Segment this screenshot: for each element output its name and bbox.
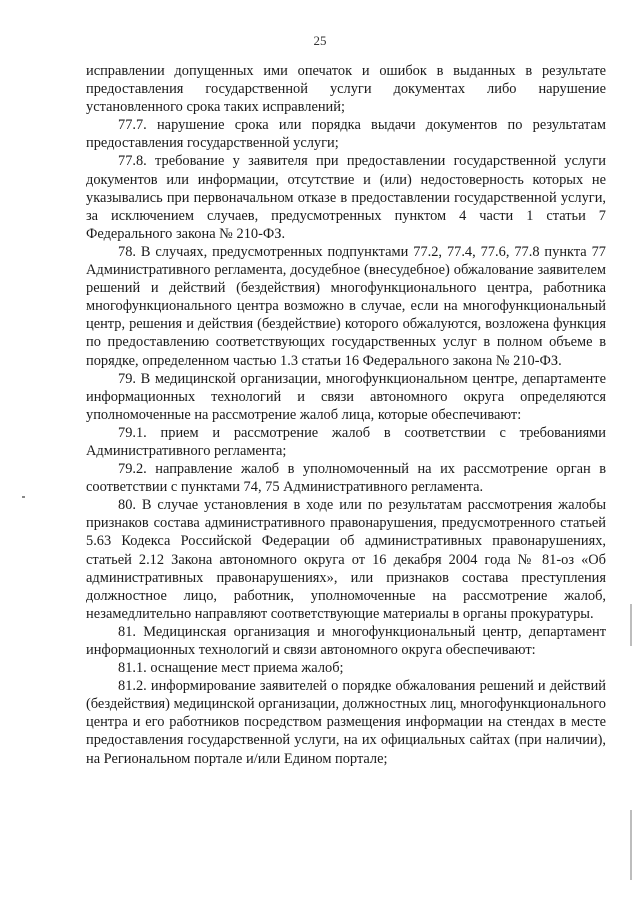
paragraph-81-2: 81.2. информирование заявителей о порядке обжалования решений и действий (бездействия) медицинской организации, должностных лиц, многофункционального центра и его работников посредством размещения информации на стендах в месте предоставления государственной услуги, на их официальных сайтах (при наличии), на Региональном портале и/или Едином портале; bbox=[86, 678, 606, 767]
paragraph-79-1: 79.1. прием и рассмотрение жалоб в соответствии с требованиями Административного регламента; bbox=[86, 424, 606, 459]
page-number: 25 bbox=[313, 33, 327, 48]
paragraph-77-7: 77.7. нарушение срока или порядка выдачи документов по результатам предоставления государственной услуги; bbox=[86, 117, 606, 152]
paragraph-81: 81. Медицинская организация и многофункциональный центр, департамент информационных технологий и связи автономного округа обеспечивают: bbox=[86, 623, 606, 658]
paragraph-77-8: 77.8. требование у заявителя при предоставлении государственной услуги документов или информации, отсутствие и (или) недостоверность которых не указывались при первоначальном отказе в предоставлении государственной услуги, за исключением случаев, предусмотренных пунктом 4 части 1 статьи 7 Федерального закона № 210-ФЗ. bbox=[86, 153, 606, 242]
paragraph-79-2: 79.2. направление жалоб в уполномоченный на их рассмотрение орган в соответствии с пунктами 74, 75 Административного регламента. bbox=[86, 461, 606, 496]
paragraph-continuation: исправлении допущенных ими опечаток и ошибок в выданных в результате предоставления государственной услуги документах либо нарушение установленного срока таких исправлений; bbox=[86, 63, 606, 116]
paragraph-81-1: 81.1. оснащение мест приема жалоб; bbox=[118, 660, 344, 677]
paragraph-79: 79. В медицинской организации, многофункциональном центре, департаменте информационных технологий и связи автономного округа определяются уполномоченные на рассмотрение жалоб лица, которые обеспечивают: bbox=[86, 370, 606, 423]
document-body bbox=[86, 62, 606, 768]
paragraph-80: 80. В случае установления в ходе или по результатам рассмотрения жалобы признаков состава административного правонарушения, предусмотренного статьей 5.63 Кодекса Российской Федерации об административных правонарушениях, статьей 2.12 Закона автономного округа от 16 декабря 2004 года № 81-оз «Об административных правонарушениях», или признаков состава преступления должностное лицо, работник, уполномоченные на рассмотрение жалоб, незамедлительно направляют соответствующие материалы в органы прокуратуры. bbox=[86, 497, 606, 622]
scan-edge-mark bbox=[630, 810, 632, 880]
scan-speck bbox=[22, 496, 25, 498]
paragraph-78: 78. В случаях, предусмотренных подпунктами 77.2, 77.4, 77.6, 77.8 пункта 77 Административного регламента, досудебное (внесудебное) обжалование заявителем решений и действий (бездействия) многофункционального центра, работника многофункционального центра возможно в случае, если на многофункциональный центр, решения и действия (бездействие) которого обжалуются, возложена функция по предоставлению соответствующих государственных услуг в полном объеме в порядке, определенном частью 1.3 статьи 16 Федерального закона № 210-ФЗ. bbox=[86, 243, 606, 369]
scan-edge-mark bbox=[630, 604, 632, 646]
